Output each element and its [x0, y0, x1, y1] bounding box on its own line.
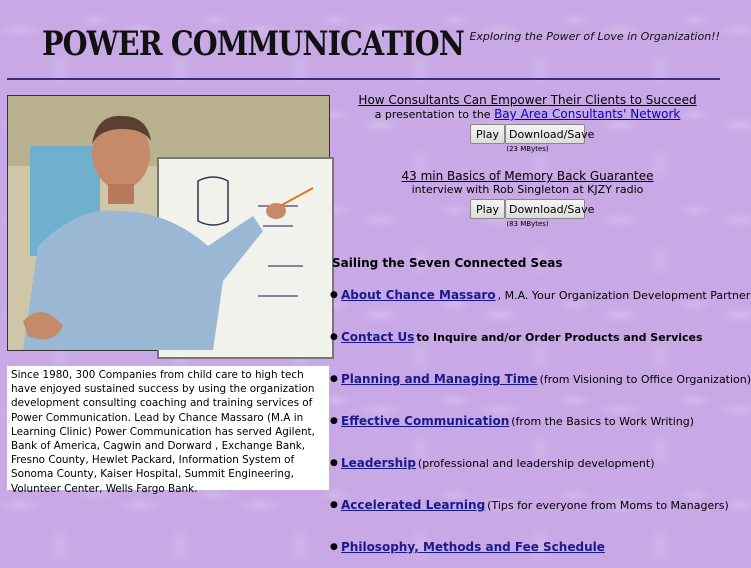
bullet-icon: ● — [330, 374, 338, 384]
bullet-icon: ● — [330, 332, 338, 342]
link-description: (from Visioning to Office Organization) — [539, 372, 751, 386]
media-item-1 — [330, 93, 725, 153]
list-item — [330, 400, 751, 442]
about-link[interactable]: About Chance Massaro — [341, 288, 496, 302]
site-logo: POWER COMMUNICATION — [42, 24, 465, 64]
link-description: , M.A. Your Organization Development Partner — [497, 288, 751, 302]
list-item — [330, 484, 751, 526]
company-bio: Since 1980, 300 Companies from child care to high tech have enjoyed sustained success by using the organization development consulting coaching and training services of Power Communication. Lead by Chance Massaro (M.A in Learning Clinic) Power Communication has served Agilent, Bank of America, Cagwin and Dorward , Exchange Bank, Fresno County, Hewlet Packard, Information System of Sonoma County, Kaiser Hospital, Summit Engineering, Volunteer Center, Wells Fargo Bank. — [7, 366, 329, 490]
contact-link[interactable]: Contact Us — [341, 330, 415, 344]
file-size-2: (83 MBytes) — [506, 220, 549, 228]
bay-area-consultants-link[interactable]: Bay Area Consultants' Network — [494, 107, 681, 121]
list-item — [330, 358, 751, 400]
communication-link[interactable]: Effective Communication — [341, 414, 510, 428]
header-divider — [7, 78, 720, 80]
link-description: to Inquire and/or Order Products and Services — [416, 330, 703, 344]
nav-list — [330, 274, 751, 568]
bullet-icon: ● — [330, 290, 338, 300]
file-size-1: (23 MBytes) — [506, 145, 549, 153]
list-item — [330, 316, 751, 358]
download-button-1[interactable]: Download/Save — [505, 124, 585, 144]
play-button-2[interactable]: Play — [470, 199, 505, 219]
list-item — [330, 526, 751, 568]
bullet-icon: ● — [330, 416, 338, 426]
bullet-icon: ● — [330, 458, 338, 468]
philosophy-link[interactable]: Philosophy, Methods and Fee Schedule — [341, 540, 605, 554]
leadership-link[interactable]: Leadership — [341, 456, 416, 470]
play-button-1[interactable]: Play — [470, 124, 505, 144]
media-title-2: 43 min Basics of Memory Back Guarantee — [401, 169, 654, 183]
media-subtitle-1: a presentation to the — [374, 108, 495, 121]
media-title-1: How Consultants Can Empower Their Clients to Succeed — [358, 93, 697, 107]
media-subtitle-2: interview with Rob Singleton at KJZY radio — [411, 183, 644, 196]
section-title: Sailing the Seven Connected Seas — [332, 256, 563, 270]
link-description: (Tips for everyone from Moms to Managers) — [487, 498, 729, 512]
download-button-2[interactable]: Download/Save — [505, 199, 585, 219]
link-description: (professional and leadership development) — [417, 456, 655, 470]
time-management-link[interactable]: Planning and Managing Time — [341, 372, 538, 386]
bullet-icon: ● — [330, 500, 338, 510]
link-description: (from the Basics to Work Writing) — [511, 414, 695, 428]
list-item — [330, 274, 751, 316]
learning-link[interactable]: Accelerated Learning — [341, 498, 486, 512]
list-item — [330, 442, 751, 484]
media-item-2 — [330, 169, 725, 228]
presenter-photo — [7, 95, 330, 351]
tagline: Exploring the Power of Love in Organization!! — [469, 30, 720, 43]
bullet-icon: ● — [330, 542, 338, 552]
